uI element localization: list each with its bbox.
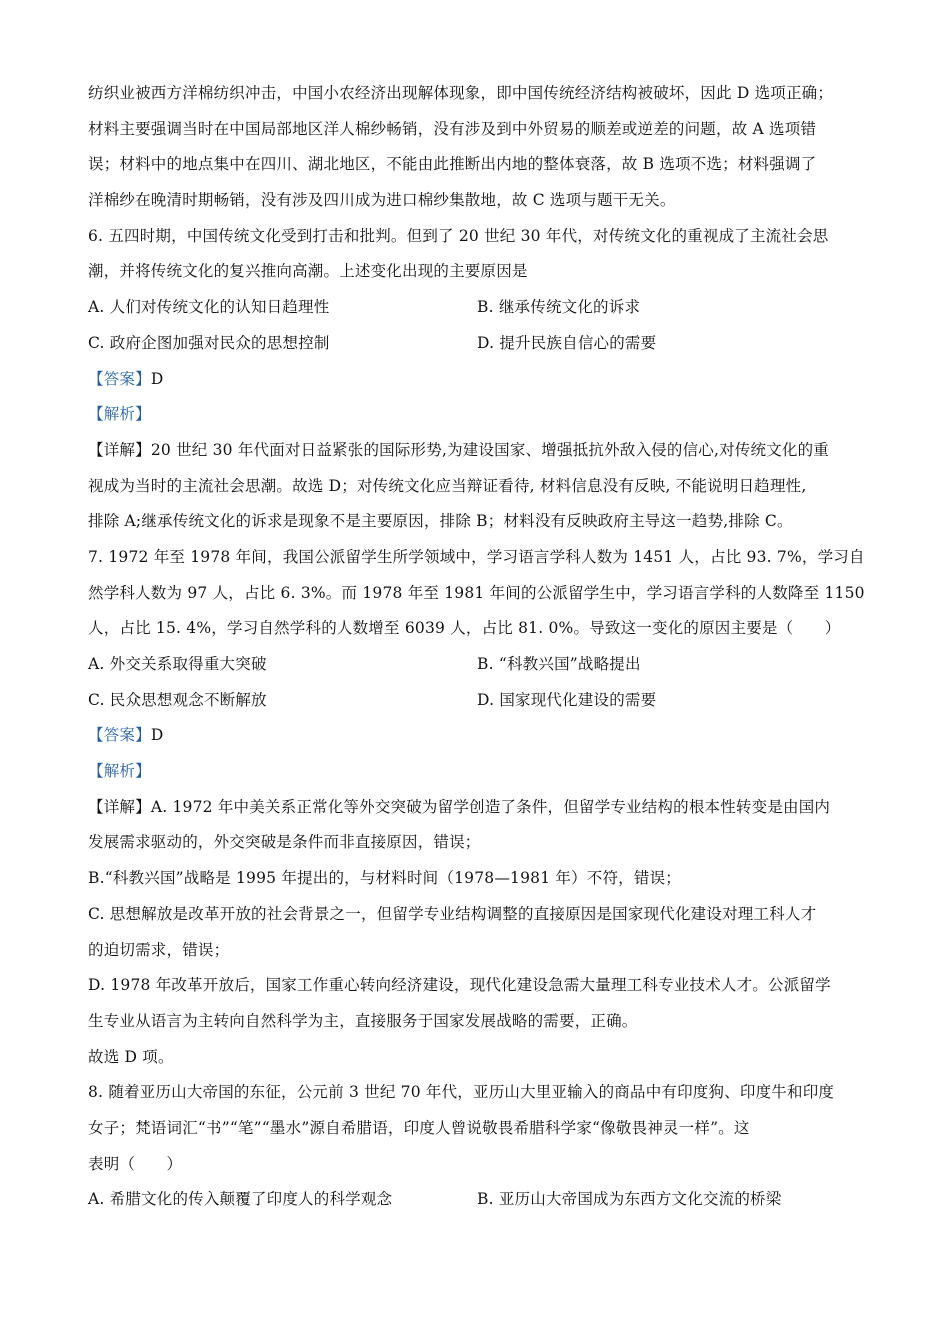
- question-7-detail: 故选 D 项。: [88, 1047, 174, 1066]
- question-6-detail: [88, 433, 878, 469]
- question-7-options-row-2: [88, 683, 878, 719]
- detail-tag: 【详解】: [88, 440, 151, 459]
- question-6-option-b: B. 继承传统文化的诉求: [477, 298, 641, 317]
- question-7-option-c: C. 民众思想观念不断解放: [88, 690, 267, 709]
- prev-explanation-line: 材料主要强调当时在中国局部地区洋人棉纱畅销，没有涉及到中外贸易的顺差或逆差的问题，故 A 选项错: [88, 119, 817, 138]
- question-7-detail: 发展需求驱动的，外交突破是条件而非直接原因，错误；: [88, 833, 481, 852]
- analysis-tag: 【解析】: [88, 405, 151, 424]
- question-8-stem: 表明（ ）: [88, 1154, 183, 1173]
- question-7-analysis: [88, 754, 878, 790]
- question-6-stem: 6. 五四时期，中国传统文化受到打击和批判。但到了 20 世纪 30 年代，对传统文化的重视成了主流社会思: [88, 226, 829, 245]
- question-6-option-c: C. 政府企图加强对民众的思想控制: [88, 333, 330, 352]
- question-7-option-d: D. 国家现代化建设的需要: [477, 690, 657, 709]
- question-8-options-row-1: [88, 1182, 878, 1218]
- answer-tag: 【答案】: [88, 369, 151, 388]
- question-6-stem: 潮，并将传统文化的复兴推向高潮。上述变化出现的主要原因是: [88, 262, 528, 281]
- question-7-stem: 7. 1972 年至 1978 年间，我国公派留学生所学领域中，学习语言学科人数为 1451 人，占比 93. 7%，学习自: [88, 547, 865, 566]
- question-7-detail: 生专业从语言为主转向自然科学为主，直接服务于国家发展战略的需要，正确。: [88, 1011, 638, 1030]
- question-7-answer: [88, 718, 878, 754]
- detail-text: 20 世纪 30 年代面对日益紧张的国际形势,为建设国家、增强抵抗外敌入侵的信心,对传统文化的重: [150, 440, 829, 459]
- question-6-detail: 视成为当时的主流社会思潮。故选 D；对传统文化应当辩证看待, 材料信息没有反映, 不能说明日趋理性,: [88, 476, 807, 495]
- question-8-option-b: B. 亚历山大帝国成为东西方文化交流的桥梁: [477, 1190, 782, 1209]
- question-7-stem: 人，占比 15. 4%，学习自然学科的人数增至 6039 人，占比 81. 0%。导致这一变化的原因主要是（ ）: [88, 619, 841, 638]
- question-8-option-a: A. 希腊文化的传入颠覆了印度人的科学观念: [88, 1190, 393, 1209]
- prev-explanation-line: 洋棉纱在晚清时期畅销，没有涉及四川成为进口棉纱集散地，故 C 选项与题干无关。: [88, 191, 676, 210]
- question-7-option-b: B. “科教兴国”战略提出: [477, 655, 641, 673]
- question-7-detail: B.“科教兴国”战略是 1995 年提出的，与材料时间（1978—1981 年）不符，错误；: [88, 869, 681, 888]
- prev-explanation-line: 误；材料中的地点集中在四川、湖北地区，不能由此推断出内地的整体衰落，故 B 选项不选；材料强调了: [88, 155, 817, 174]
- question-6-options-row-1: [88, 290, 878, 326]
- answer-tag: 【答案】: [88, 726, 151, 745]
- question-7-detail: [88, 790, 878, 826]
- analysis-tag: 【解析】: [88, 762, 151, 781]
- question-7-stem: 然学科人数为 97 人，占比 6. 3%。而 1978 年至 1981 年间的公派留学生中，学习语言学科的人数降至 1150: [88, 583, 865, 602]
- page-content: [88, 76, 878, 1218]
- question-6-option-a: A. 人们对传统文化的认知日趋理性: [88, 298, 330, 317]
- question-7-detail: 的迫切需求，错误；: [88, 940, 230, 959]
- question-6-analysis: [88, 397, 878, 433]
- detail-tag: 【详解】: [88, 797, 151, 816]
- question-8-stem: 8. 随着亚历山大帝国的东征，公元前 3 世纪 70 年代，亚历山大里亚输入的商品中有印度狗、印度牛和印度: [88, 1083, 835, 1102]
- question-7-detail: C. 思想解放是改革开放的社会背景之一，但留学专业结构调整的直接原因是国家现代化建设对理工科人才: [88, 904, 817, 923]
- question-6-option-d: D. 提升民族自信心的需要: [477, 333, 657, 352]
- question-7-detail: D. 1978 年改革开放后，国家工作重心转向经济建设，现代化建设急需大量理工科专业技术人才。公派留学: [88, 976, 831, 995]
- answer-value: D: [150, 369, 164, 388]
- question-6-options-row-2: [88, 326, 878, 362]
- question-6-detail: 排除 A;继承传统文化的诉求是现象不是主要原因，排除 B；材料没有反映政府主导这一趋势,排除 C。: [88, 512, 793, 531]
- question-7-options-row-1: [88, 647, 878, 683]
- detail-text: A. 1972 年中美关系正常化等外交突破为留学创造了条件，但留学专业结构的根本性转变是由国内: [150, 797, 831, 816]
- question-6-answer: [88, 362, 878, 398]
- answer-value: D: [150, 726, 164, 745]
- prev-explanation-line: 纺织业被西方洋棉纺织冲击，中国小农经济出现解体现象，即中国传统经济结构被破坏，因此 D 选项正确；: [88, 84, 834, 102]
- question-7-option-a: A. 外交关系取得重大突破: [88, 655, 267, 673]
- question-8-stem: 女子；梵语词汇“书”“笔”“墨水”源自希腊语，印度人曾说敬畏希腊科学家“像敬畏神灵一样”。这: [88, 1118, 750, 1137]
